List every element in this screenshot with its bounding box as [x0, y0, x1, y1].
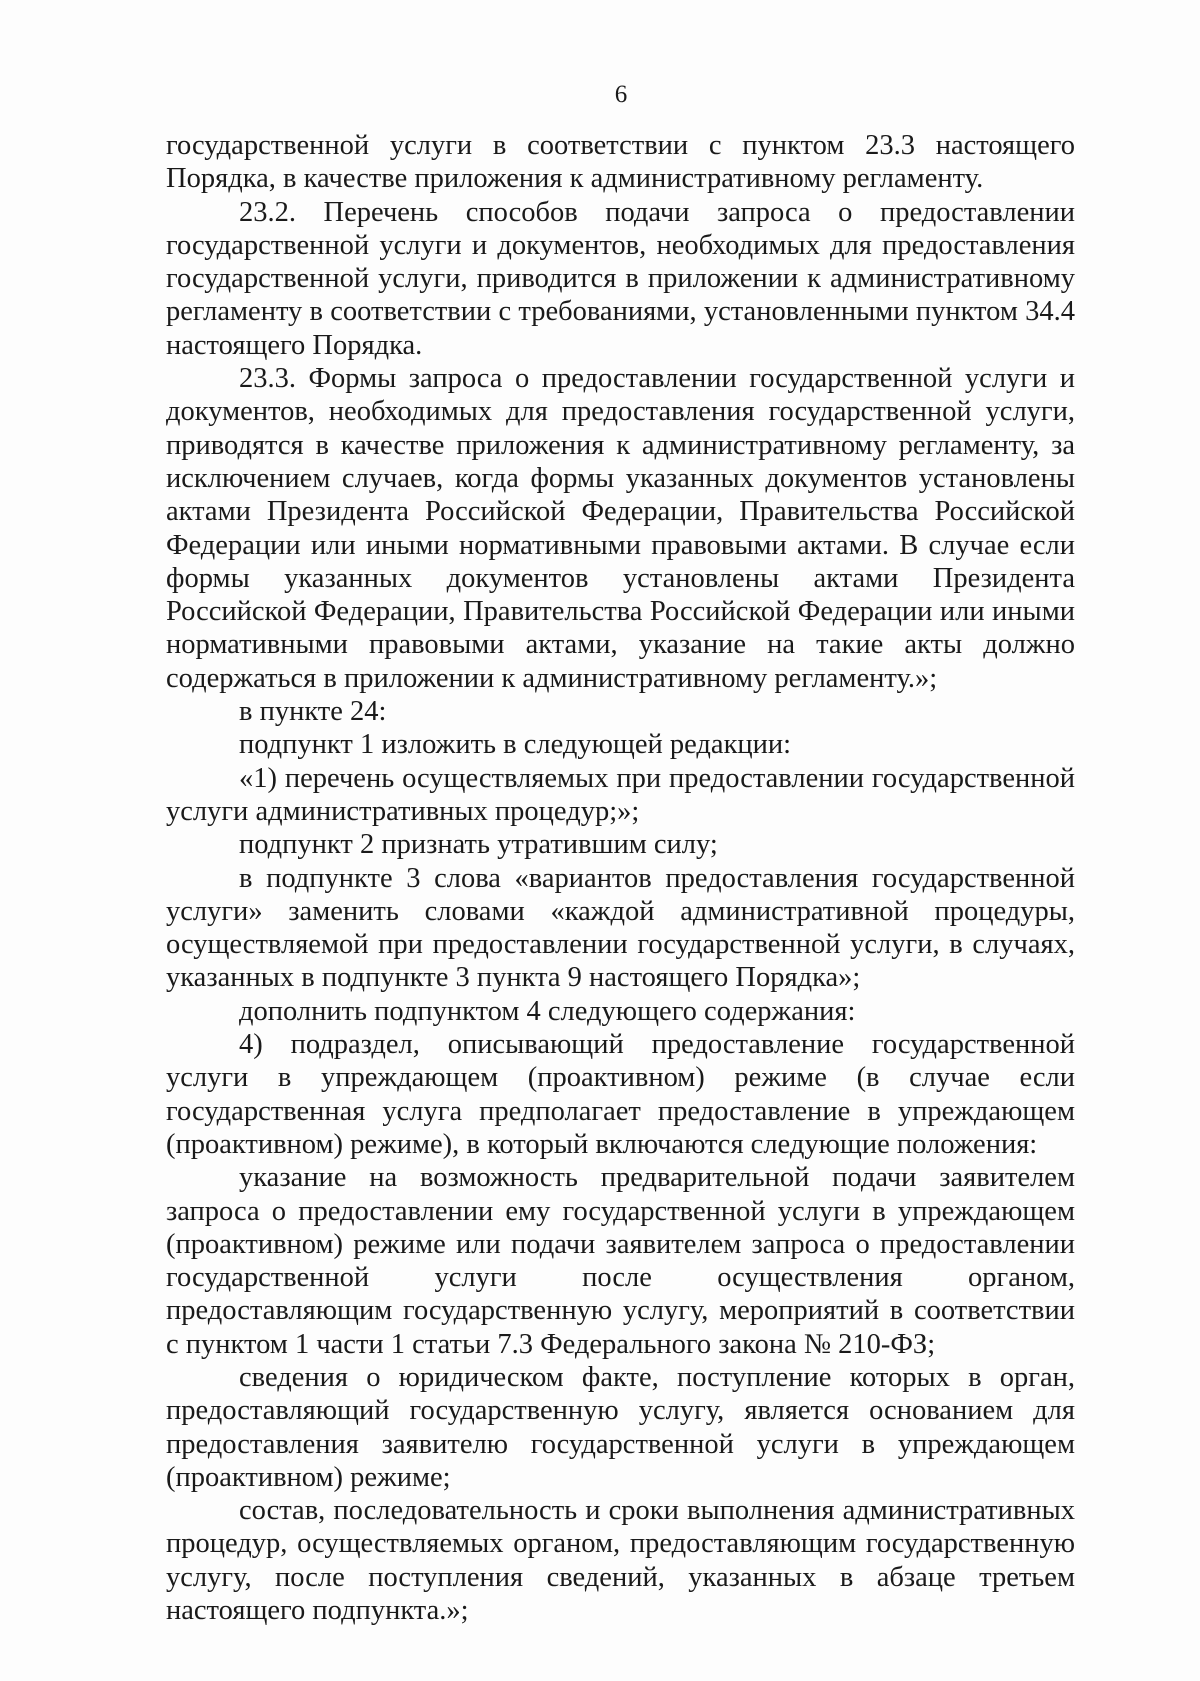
paragraph: 4) подраздел, описывающий предоставление государственной услуги в упреждающем (проактивном) режиме (в случае если государственная услуга предполагает предоставление в упреждающем (проактивном) режиме), в который включаются следующие положения: — [166, 1029, 1075, 1160]
paragraph: в подпункте 3 слова «вариантов предоставления государственной услуги» заменить словами «каждой административной процедуры, осуществляемой при предоставлении государственной услуги, в случаях, указанных в подпункте 3 пункта 9 настоящего Порядка»; — [166, 862, 1075, 994]
paragraph: в пункте 24: — [239, 696, 387, 728]
paragraph: подпункт 2 признать утратившим силу; — [239, 829, 718, 861]
paragraph: состав, последовательность и сроки выполнения административных процедур, осуществляемых органом, предоставляющим государственную услугу, после поступления сведений, указанных в абзаце третьем настоящего подпункта.»; — [166, 1495, 1075, 1627]
paragraph: государственной услуги в соответствии с пунктом 23.3 настоящего Порядка, в качестве приложения к административному регламенту. — [166, 130, 1075, 195]
paragraph: 23.2. Перечень способов подачи запроса о предоставлении государственной услуги и документов, необходимых для предоставления государственной услуги, приводится в приложении к административному регламенту в соответствии с требованиями, установленными пунктом 34.4 настоящего Порядка. — [166, 196, 1075, 361]
paragraph: «1) перечень осуществляемых при предоставлении государственной услуги административных процедур;»; — [166, 762, 1075, 827]
document-body — [166, 129, 1075, 1627]
page-number: 6 — [614, 81, 628, 108]
paragraph: указание на возможность предварительной подачи заявителем запроса о предоставлении ему государственной услуги в упреждающем (проактивном) режиме или подачи заявителем запроса о предоставлении государственной услуги после осуществления органом, предоставляющим государственную услугу, мероприятий в соответствии с пунктом 1 части 1 статьи 7.3 Федерального закона № 210-ФЗ; — [166, 1162, 1075, 1360]
paragraph: дополнить подпунктом 4 следующего содержания: — [239, 995, 856, 1027]
paragraph: 23.3. Формы запроса о предоставлении государственной услуги и документов, необходимых для предоставления государственной услуги, приводятся в качестве приложения к административному регламенту, за исключением случаев, когда формы указанных документов установлены актами Президента Российской Федерации, Правительства Российской Федерации или иными нормативными правовыми актами. В случае если формы указанных документов установлены актами Президента Российской Федерации, Правительства Российской Федерации или иными нормативными правовыми актами, указание на такие акты должно содержаться в приложении к административному регламенту.»; — [166, 363, 1075, 694]
paragraph: сведения о юридическом факте, поступление которых в орган, предоставляющий государственную услугу, является основанием для предоставления заявителю государственной услуги в упреждающем (проактивном) режиме; — [166, 1361, 1075, 1493]
paragraph: подпункт 1 изложить в следующей редакции: — [239, 729, 792, 761]
